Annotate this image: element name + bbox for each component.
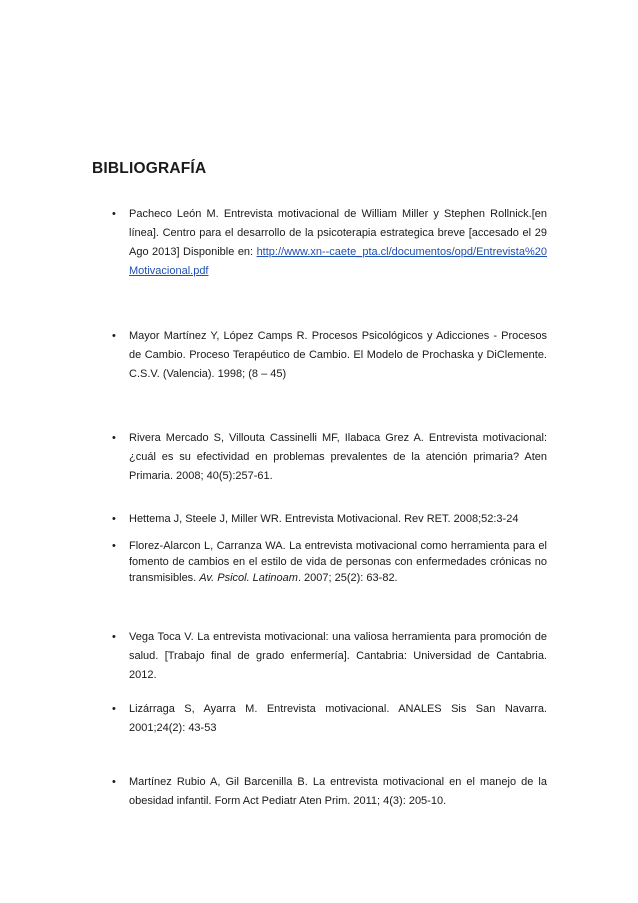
reference-item: [112, 773, 547, 811]
bullet-icon: •: [112, 540, 116, 552]
reference-text: Rivera Mercado S, Villouta Cassinelli MF, Ilabaca Grez A. Entrevista motivacional: ¿cuál es su efectividad en problemas prevalentes de la atención primaria? Aten Primaria. 2008; 40(5):257-61.: [129, 432, 547, 482]
reference-text: Mayor Martínez Y, López Camps R. Procesos Psicológicos y Adicciones - Procesos de Cambio. Proceso Terapéutico de Cambio. El Modelo de Prochaska y DiClemente. C.S.V. (Valencia). 1998; (8 – 45): [129, 330, 547, 380]
bullet-icon: •: [112, 776, 116, 788]
reference-item: [112, 628, 547, 685]
reference-item: [112, 429, 547, 486]
reference-item: [112, 205, 547, 281]
bullet-icon: •: [112, 703, 116, 715]
bullet-icon: •: [112, 513, 116, 525]
page-title: BIBLIOGRAFÍA: [92, 160, 207, 177]
bullet-icon: •: [112, 330, 116, 342]
reference-text: Vega Toca V. La entrevista motivacional: una valiosa herramienta para promoción de salud. [Trabajo final de grado enfermería]. Cantabria: Universidad de Cantabria. 2012.: [129, 631, 547, 681]
reference-item: [112, 538, 547, 586]
reference-item: [112, 700, 547, 738]
reference-text: Lizárraga S, Ayarra M. Entrevista motivacional. ANALES Sis San Navarra. 2001;24(2): 43-53: [129, 703, 547, 734]
reference-text: Martínez Rubio A, Gil Barcenilla B. La entrevista motivacional en el manejo de la obesidad infantil. Form Act Pediatr Aten Prim. 2011; 4(3): 205-10.: [129, 776, 547, 807]
bullet-icon: •: [112, 631, 116, 643]
reference-text: Hettema J, Steele J, Miller WR. Entrevista Motivacional. Rev RET. 2008;52:3-24: [129, 513, 519, 525]
reference-item: [112, 510, 547, 529]
reference-link[interactable]: http://www.xn--caete_pta.cl/documentos/opd/Entrevista%20Motivacional.pdf: [129, 246, 547, 277]
reference-text: Pacheco León M. Entrevista motivacional de William Miller y Stephen Rollnick.[en línea]. Centro para el desarrollo de la psicoterapia estrategica breve [accesado el 29 Ago 2013] Disponible en: http://www.xn--caete_pta.cl/documentos/opd/Entrevista%20Motivacional.pdf: [129, 208, 547, 277]
reference-item: [112, 327, 547, 384]
bullet-icon: •: [112, 208, 116, 220]
bullet-icon: •: [112, 432, 116, 444]
reference-text: Florez-Alarcon L, Carranza WA. La entrevista motivacional como herramienta para el fomento de cambios en el estilo de vida de personas con enfermedades crónicas no transmisibles. Av. Psicol. Latinoam. 2007; 25(2): 63-82.: [129, 540, 547, 584]
